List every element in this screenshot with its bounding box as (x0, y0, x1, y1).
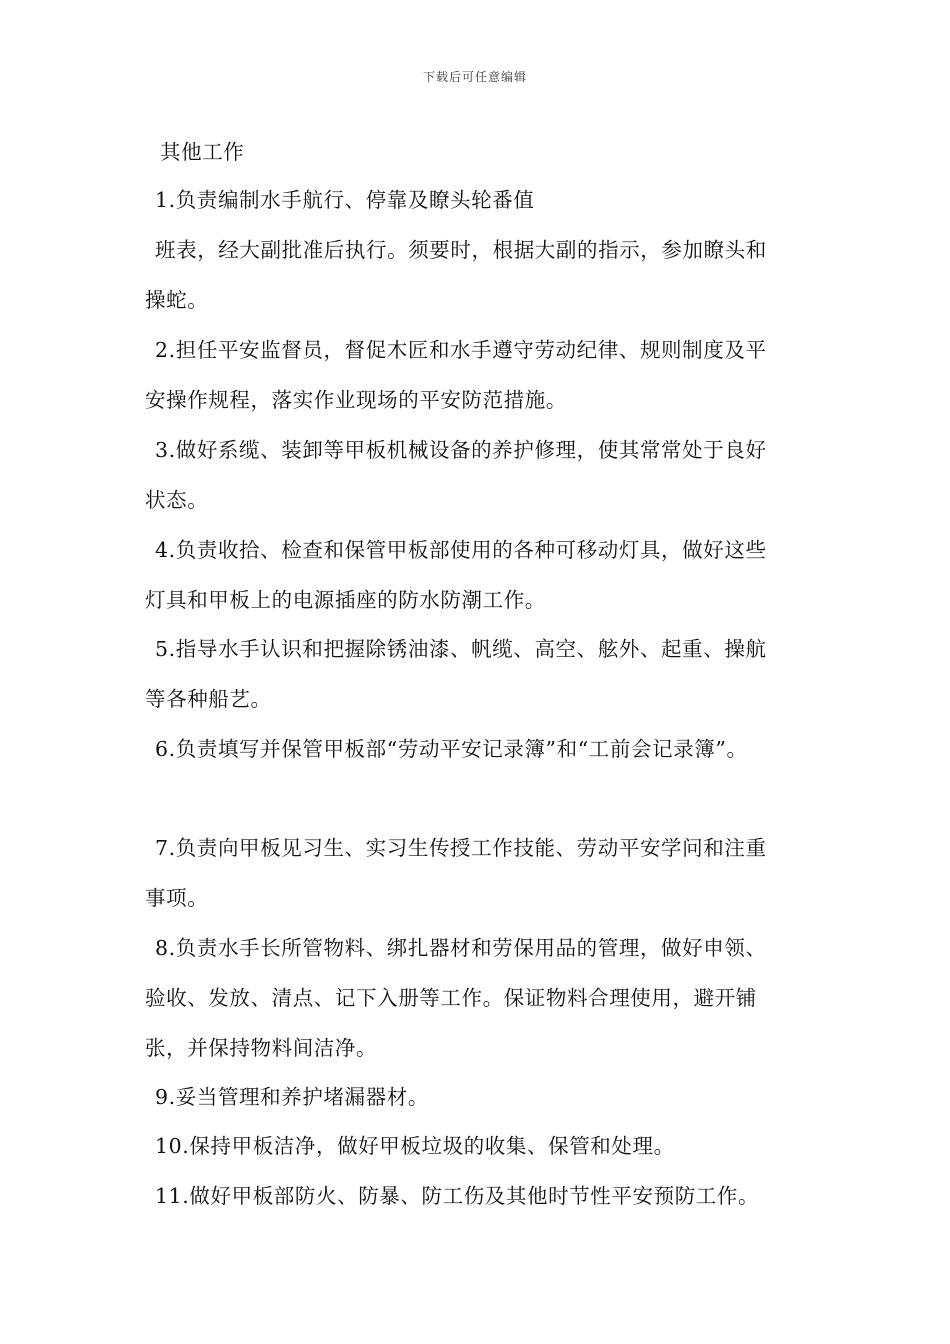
paragraph-line: 2.担任平安监督员，督促木匠和水手遵守劳动纪律、规则制度及平 (155, 338, 767, 362)
paragraph-line: 班表，经大副批准后执行。须要时，根据大副的指示，参加瞭头和 (155, 238, 767, 262)
paragraph-line: 张，并保持物料间洁净。 (145, 1036, 378, 1060)
paragraph-line: 1.负责编制水手航行、停靠及瞭头轮番值 (155, 188, 535, 212)
paragraph-line: 3.做好系缆、装卸等甲板机械设备的养护修理，使其常常处于良好 (155, 438, 767, 462)
paragraph-line: 4.负责收拾、检查和保管甲板部使用的各种可移动灯具，做好这些 (155, 538, 767, 562)
paragraph-line: 9.妥当管理和养护堵漏器材。 (155, 1085, 429, 1109)
paragraph-line: 安操作规程，落实作业现场的平安防范措施。 (145, 388, 567, 412)
page-header: 下载后可任意编辑 (422, 70, 527, 84)
paragraph-line: 5.指导水手认识和把握除锈油漆、帆缆、高空、舷外、起重、操航 (155, 637, 767, 661)
paragraph-line: 6.负责填写并保管甲板部“劳动平安记录簿”和“工前会记录簿”。 (155, 737, 748, 761)
paragraph-line: 灯具和甲板上的电源插座的防水防潮工作。 (145, 588, 546, 612)
paragraph-line: 事项。 (145, 886, 209, 910)
paragraph-line: 8.负责水手长所管物料、绑扎器材和劳保用品的管理，做好申领、 (155, 936, 767, 960)
paragraph-line: 11.做好甲板部防火、防暴、防工伤及其他时节性平安预防工作。 (155, 1184, 760, 1208)
paragraph-line: 10.保持甲板洁净，做好甲板垃圾的收集、保管和处理。 (155, 1134, 675, 1158)
paragraph-line: 状态。 (145, 488, 209, 512)
paragraph-line: 操蛇。 (145, 288, 209, 312)
section-title: 其他工作 (160, 140, 245, 164)
paragraph-line: 验收、发放、清点、记下入册等工作。保证物料合理使用，避开铺 (145, 986, 757, 1010)
paragraph-line: 等各种船艺。 (145, 687, 272, 711)
paragraph-line: 7.负责向甲板见习生、实习生传授工作技能、劳动平安学问和注重 (155, 836, 767, 860)
